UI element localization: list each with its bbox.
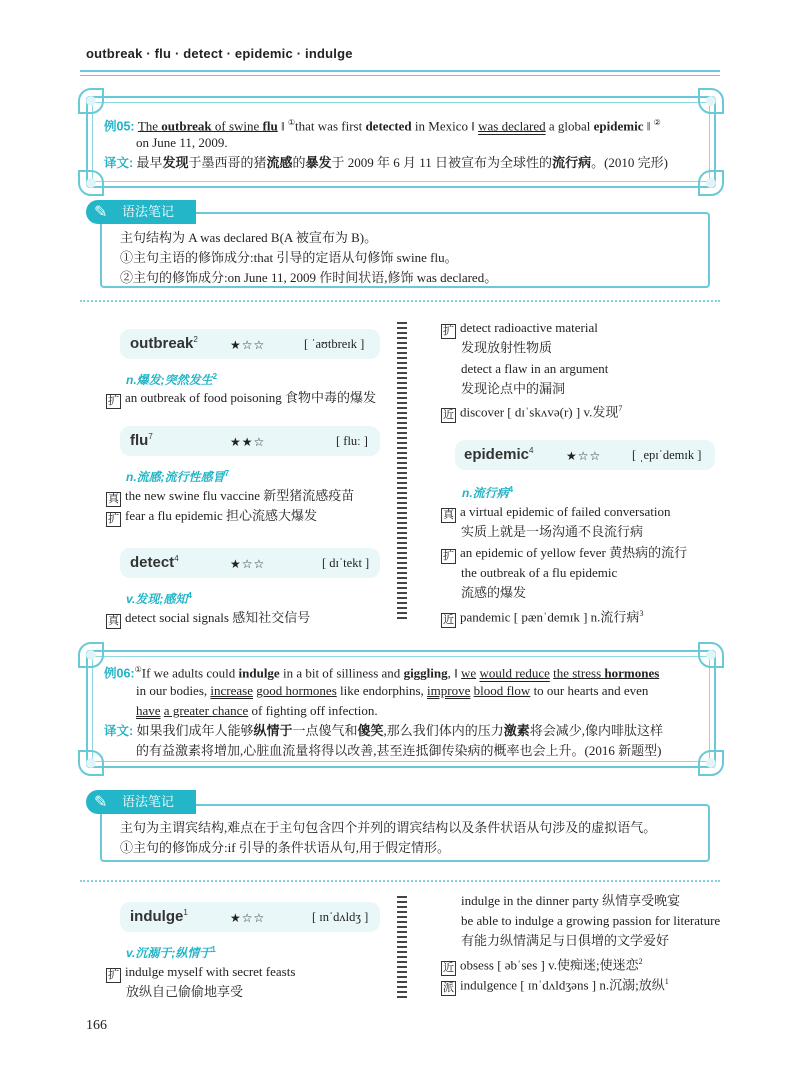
example-06-line-1: 例06:①If we adults could indulge in a bit of silliness and giggling, ‖ we would reduce the stress hormones: [104, 665, 660, 681]
pen-icon: ✎: [94, 794, 108, 811]
entry-item: detect a flaw in an argument: [461, 361, 609, 376]
part-of-speech: v.沉溺于;纵情于$^1$: [126, 945, 216, 960]
section-divider: [80, 880, 720, 882]
grammar-note-line: 主句为主谓宾结构,难点在于主句包含四个并列的谓宾结构以及条件状语从句涉及的虚拟语气。: [120, 820, 657, 835]
phonetic: [ ˌepɪˈdemɪk ]: [632, 448, 702, 462]
part-of-speech: n.流行病$^4$: [462, 485, 514, 500]
section-divider: [80, 300, 720, 302]
phonetic: [ fluː ]: [336, 434, 368, 448]
headword: epidemic$^4$: [464, 446, 534, 463]
entry-item: 近 pandemic [ pænˈdemɪk ] n.流行病$^3$: [443, 609, 644, 627]
part-of-speech: n.爆发;突然发生$^2$: [126, 372, 218, 387]
entry-item: 发现放射性物质: [461, 340, 553, 355]
headword: indulge$^1$: [130, 908, 188, 925]
phonetic: [ ˈaʊtbreɪk ]: [304, 337, 365, 351]
example-05-translation: 译文: 最早发现于墨西哥的猪流感的暴发于 2009 年 6 月 11 日被宣布为全球性的流行病。(2010 完形): [104, 155, 668, 170]
grammar-note-line: ①主句主语的修饰成分:that 引导的定语从句修饰 swine flu。: [120, 250, 458, 265]
ornament-corner-icon: [78, 750, 104, 776]
entry-item: the outbreak of a flu epidemic: [461, 565, 618, 580]
entry-item: 派 indulgence [ ɪnˈdʌldʒəns ] n.沉溺;放纵$^1$: [443, 977, 669, 995]
entry-item: 扩 an epidemic of yellow fever 黄热病的流行: [443, 545, 688, 562]
ornament-corner-icon: [698, 750, 724, 776]
entry-item: 扩 indulge myself with secret feasts: [108, 964, 296, 981]
entry-item: 真 the new swine flu vaccine 新型猪流感疫苗: [108, 488, 355, 505]
header-rule: [80, 70, 720, 76]
column-separator: [397, 322, 407, 622]
example-06-line-3: have a greater chance of fighting off infection.: [136, 703, 378, 718]
frequency-stars: ★★☆: [230, 435, 266, 449]
grammar-note-tab: 语法笔记: [86, 200, 196, 224]
ornament-corner-icon: [698, 642, 724, 668]
entry-item: 近 discover [ dɪˈskʌvə(r) ] v.发现$^7$: [443, 404, 623, 422]
frequency-stars: ★☆☆: [230, 911, 266, 925]
phonetic: [ ɪnˈdʌldʒ ]: [312, 910, 369, 924]
ornament-corner-icon: [698, 170, 724, 196]
grammar-note-line: ①主句的修饰成分:if 引导的条件状语从句,用于假定情形。: [120, 840, 451, 855]
page-number: 166: [86, 1018, 107, 1033]
example-label: 例05: [104, 119, 131, 134]
ornament-corner-icon: [78, 642, 104, 668]
entry-item: 扩 an outbreak of food poisoning 食物中毒的爆发: [108, 390, 376, 407]
pen-icon: ✎: [94, 204, 108, 221]
entry-item: 扩 fear a flu epidemic 担心流感大爆发: [108, 508, 318, 525]
grammar-note-line: 主句结构为 A was declared B(A 被宣布为 B)。: [120, 230, 378, 245]
part-of-speech: v.发现;感知$^4$: [126, 591, 192, 606]
running-header: outbreak · flu · detect · epidemic · indulge: [86, 46, 353, 61]
entry-item: 放纵自己偷偷地享受: [126, 984, 244, 999]
column-separator: [397, 896, 407, 1000]
entry-item: 真 a virtual epidemic of failed conversation: [443, 504, 671, 521]
frequency-stars: ★☆☆: [230, 338, 266, 352]
entry-item: 发现论点中的漏洞: [461, 381, 566, 396]
ornament-corner-icon: [78, 88, 104, 114]
ornament-corner-icon: [698, 88, 724, 114]
phonetic: [ dɪˈtekt ]: [322, 556, 370, 570]
example-label: 例06: [104, 666, 131, 681]
entry-item: 实质上就是一场沟通不良流行病: [461, 524, 644, 539]
grammar-note-line: ②主句的修饰成分:on June 11, 2009 作时间状语,修饰 was declared。: [120, 270, 498, 285]
ornament-corner-icon: [78, 170, 104, 196]
example-06-translation-1: 译文: 如果我们成年人能够纵情于一点傻气和傻笑,那么我们体内的压力激素将会减少,像内啡肽这样: [104, 723, 664, 738]
example-06-line-2: in our bodies, increase good hormones like endorphins, improve blood flow to our hearts and even: [136, 683, 649, 698]
headword: flu$^7$: [130, 432, 153, 449]
grammar-note-tab: 语法笔记: [86, 790, 196, 814]
example-05-line-1: 例05: The outbreak of swine flu ‖ ①that was first detected in Mexico ‖ was declared a global epidemic ‖ ②: [104, 118, 661, 134]
entry-item: 近 obsess [ əbˈses ] v.使痴迷;使迷恋$^2$: [443, 957, 643, 975]
entry-item: 真 detect social signals 感知社交信号: [108, 610, 311, 627]
entry-item: be able to indulge a growing passion for literature: [461, 913, 721, 928]
entry-item: 流感的爆发: [461, 585, 527, 600]
entry-item: 扩 detect radioactive material: [443, 320, 598, 337]
headword: outbreak$^2$: [130, 335, 198, 352]
entry-item: 有能力纵情满足与日俱增的文学爱好: [461, 933, 670, 948]
entry-item: indulge in the dinner party 纵情享受晚宴: [461, 893, 681, 908]
frequency-stars: ★☆☆: [230, 557, 266, 571]
frequency-stars: ★☆☆: [566, 449, 602, 463]
example-06-translation-2: 的有益激素将增加,心脏血流量将得以改善,甚至连抵御传染病的概率也会上升。(2016 新题型): [136, 743, 662, 758]
part-of-speech: n.流感;流行性感冒$^7$: [126, 469, 230, 484]
headword: detect$^4$: [130, 554, 179, 571]
example-05-line-2: on June 11, 2009.: [136, 135, 228, 150]
